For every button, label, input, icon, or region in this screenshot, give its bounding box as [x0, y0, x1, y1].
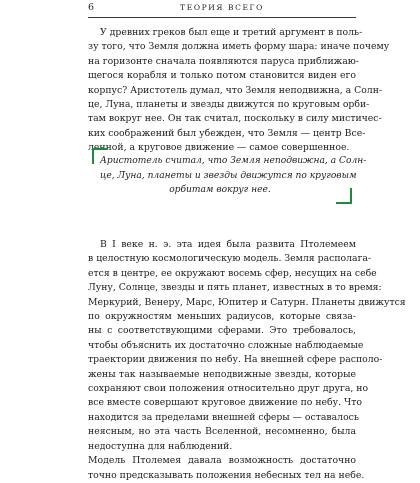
pull-quote-corner-bottom-right: [336, 188, 352, 204]
text-line: все вместе совершают круговое движение по небу. Что: [88, 397, 362, 409]
header-rule: [88, 17, 356, 18]
text-line: ны с соответствующими сферами. Это требовалось,: [88, 325, 356, 337]
text-line: Модель Птолемея давала возможность достаточно: [88, 455, 356, 467]
paragraph-2: [88, 238, 406, 483]
text-line: траектории движения по небу. На внешней сфере располо-: [88, 354, 383, 366]
text-line: В I веке н. э. эта идея была развита Птолемеем: [100, 239, 356, 250]
text-line: Луну, Солнце, звезды и пять планет, известных в то время:: [88, 282, 382, 294]
text-line: точно предсказывать положения небесных тел на небе.: [88, 469, 365, 481]
text-line: ких соображений был убежден, что Земля — центр Все-: [88, 127, 366, 139]
text-line: чтобы объяснить их достаточно сложные наблюдаемые: [88, 339, 364, 351]
paragraph-1: [88, 26, 390, 156]
text-line: жены так называемые неподвижные звезды, которые: [88, 368, 356, 380]
text-line: ленной, а круговое движение — самое совершенное.: [88, 142, 350, 154]
text-line: неясным, но эта часть Вселенной, несомненно, была: [88, 426, 356, 438]
text-line: щегося корабля и только потом становится виден его: [88, 70, 356, 82]
text-line: ется в центре, ее окружают восемь сфер, несущих на себе: [88, 267, 377, 279]
text-line: там вокруг нее. Он так считал, поскольку в силу мистичес-: [88, 113, 382, 125]
text-line: зу того, что Земля должна иметь форму шара: иначе почему: [88, 41, 390, 53]
page-header: [88, 2, 356, 16]
text-line: Меркурий, Венеру, Марс, Юпитер и Сатурн. Планеты движутся: [88, 296, 406, 308]
text-line: по окружностям меньших радиусов, которые связа-: [88, 311, 356, 323]
text-line: находится за пределами внешней сферы — оставалось: [88, 411, 359, 423]
text-line: У древних греков был еще и третий аргумент в поль-: [100, 27, 363, 38]
pull-quote-line: Аристотель считал, что Земля неподвижна, а Солн-: [100, 156, 367, 166]
page-number: 6: [88, 2, 95, 13]
running-head: ТЕОРИЯ ВСЕГО: [180, 3, 264, 12]
pull-quote-text: [100, 154, 367, 198]
pull-quote: [88, 148, 367, 204]
text-line: сохраняют свои положения относительно друг друга, но: [88, 383, 369, 395]
text-line: це, Луна, планеты и звезды движутся по круговым орби-: [88, 99, 370, 111]
pull-quote-line: це, Луна, планеты и звезды движутся по круговым: [100, 170, 357, 181]
text-line: недоступна для наблюдений.: [88, 440, 233, 452]
text-line: корпус? Аристотель думал, что Земля неподвижна, а Солн-: [88, 84, 383, 96]
text-line: в целостную космологическую модель. Земля располага-: [88, 253, 372, 265]
pull-quote-line: орбитам вокруг нее.: [169, 185, 271, 195]
text-line: на горизонте сначала появляются паруса приближаю-: [88, 55, 359, 67]
